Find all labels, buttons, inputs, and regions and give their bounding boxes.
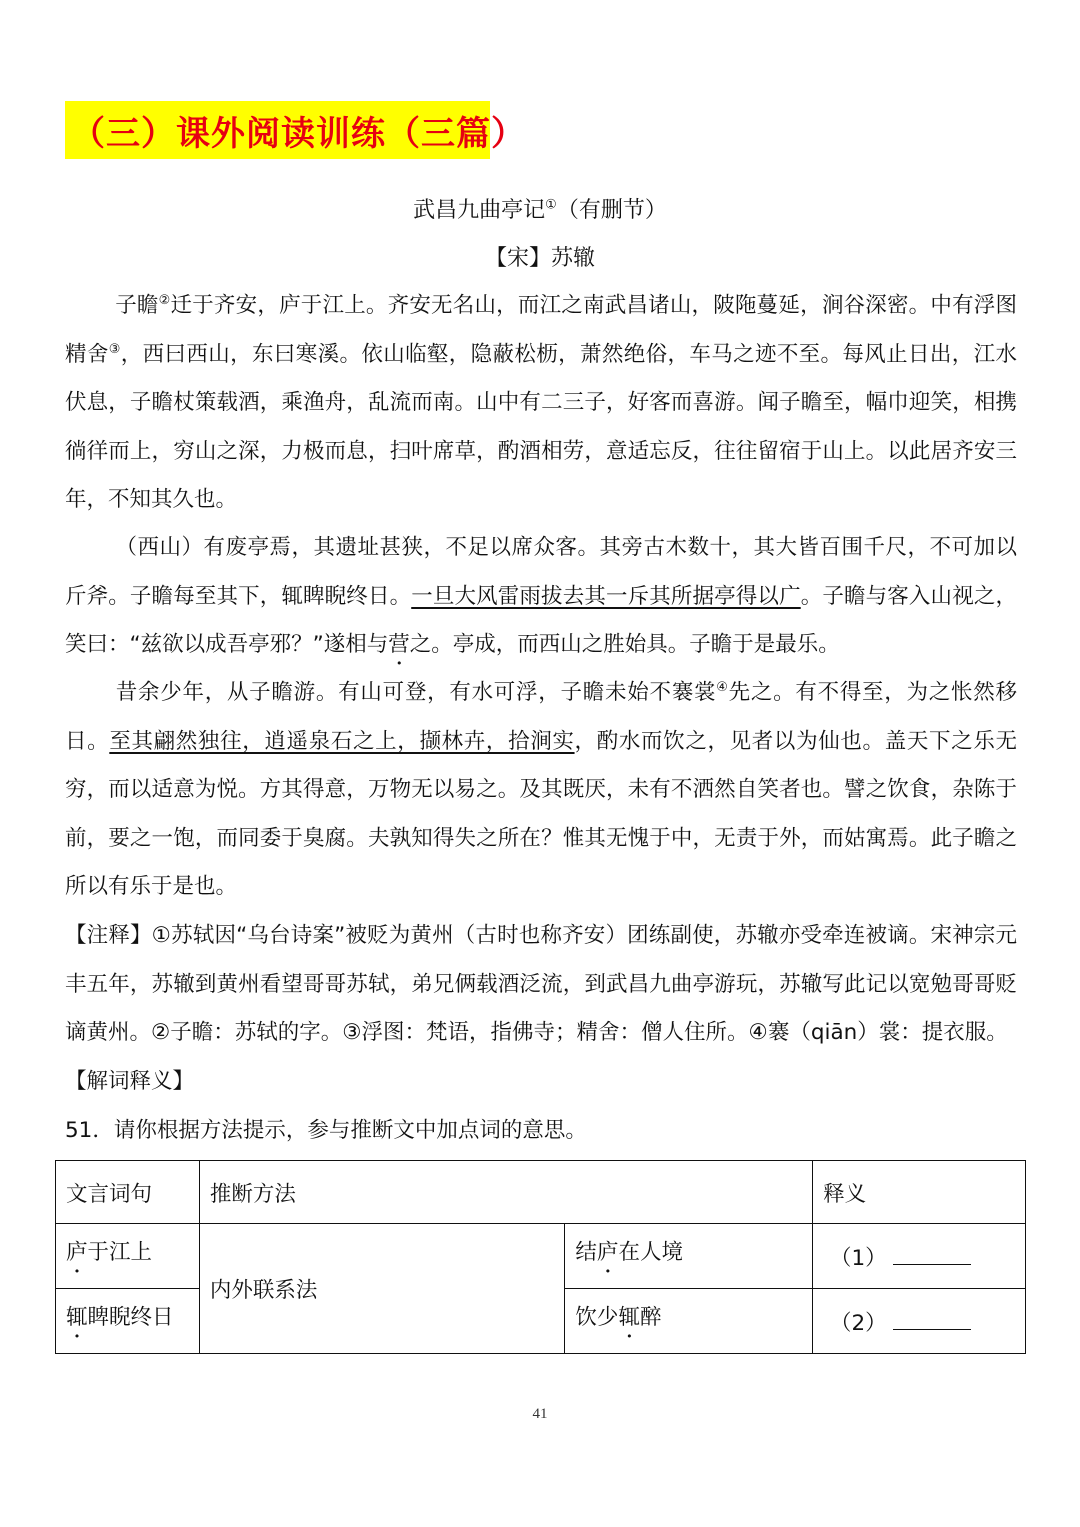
answer-label: （2）	[829, 1310, 887, 1336]
p2-text-a: （西山）有废亭焉，其遗址甚狭，不足以席众客。其旁古木数十，其大皆百围千尺，不可加以斤斧。子瞻每至其下，辄睥睨终日。	[65, 535, 1017, 609]
phrase-rest: 于江上	[87, 1239, 153, 1265]
p2-text-c: 之。亭成，而西山之胜始具。子瞻于是最乐。	[409, 632, 840, 657]
article-author: 【宋】苏辙	[484, 246, 595, 271]
header-method: 推断方法	[199, 1161, 812, 1224]
table-row	[56, 1224, 1026, 1289]
p1-text-c: ，西曰西山，东曰寒溪。依山临壑，隐蔽松枥，萧然绝俗，车马之迹不至。每风止日出，江水伏息，子瞻杖策载酒，乘渔舟，乱流而南。山中有二三子，好客而喜游。闻子瞻至，幅巾迎笑，相携徜徉而上，穷山之深，力极而息，扫叶席草，酌酒相劳，意适忘反，往往留宿于山上。以此居齐安三年，不知其久也。	[65, 341, 1017, 512]
example-pre: 结	[575, 1239, 597, 1265]
method-cell: 内外联系法	[199, 1224, 565, 1354]
example-post: 在人境	[618, 1239, 683, 1265]
answer-blank[interactable]	[893, 1246, 971, 1265]
p2-underlined-sentence: 一旦大风雷雨拔去其一斥其所据亭得以广	[411, 583, 801, 609]
footnotes: 【注释】①苏轼因“乌台诗案”被贬为黄州（古时也称齐安）团练副使，苏辙亦受牵连被谪。宋神宗元丰五年，苏辙到黄州看望哥哥苏轼，弟兄俩载酒泛流，到武昌九曲亭游玩，苏辙写此记以宽勉哥哥贬谪黄州。②子瞻：苏轼的字。③浮图：梵语，指佛寺；精舍：僧人住所。④褰（qiān）裳：提衣服。	[65, 923, 1017, 1045]
paragraph-2	[65, 524, 1017, 670]
header-meaning: 释义	[813, 1161, 1026, 1224]
page-number: 41	[532, 1406, 548, 1422]
example-dotted-word: 辄	[618, 1304, 640, 1330]
section-heading: （三）课外阅读训练（三篇）	[71, 113, 526, 154]
p2-dotted-word: 营	[388, 632, 410, 657]
p3-underlined-sentence: 至其翩然独往，逍遥泉石之上，撷林卉，拾涧实	[109, 728, 575, 754]
answer-cell	[813, 1289, 1026, 1354]
answer-blank[interactable]	[893, 1311, 971, 1330]
p1-text-a: 子瞻	[115, 293, 159, 318]
phrase-cell	[56, 1224, 200, 1289]
footnote-marker-4: ④	[716, 679, 729, 695]
question-51: 51．请你根据方法提示，参与推断文中加点词的意思。	[65, 1118, 587, 1143]
dotted-word: 辄	[66, 1304, 88, 1330]
article-title-suffix: （有删节）	[556, 198, 667, 223]
example-post: 醉	[639, 1304, 662, 1330]
paragraph-3	[65, 669, 1017, 912]
header-phrase: 文言词句	[56, 1161, 200, 1224]
table-header-row	[56, 1161, 1026, 1224]
paragraph-1	[65, 282, 1017, 525]
section-heading-banner	[65, 101, 526, 159]
example-cell	[565, 1289, 813, 1354]
example-dotted-word: 庐	[596, 1239, 619, 1265]
article-title	[0, 196, 1080, 226]
title-footnote-marker: ①	[545, 197, 557, 213]
p3-text-c: ，酌水而饮之，见者以为仙也。盖天下之乐无穷，而以适意为悦。方其得意，万物无以易之。及其既厌，未有不洒然自笑者也。譬之饮食，杂陈于前，要之一饱，而同委于臭腐。夫孰知得失之所在？惟其无愧于中，无责于外，而姑寓焉。此子瞻之所以有乐于是也。	[65, 728, 1017, 899]
p3-text-b: 先之。有不得至，为之怅然移日。	[65, 680, 1017, 754]
phrase-cell	[56, 1289, 200, 1354]
inference-table	[55, 1160, 1026, 1354]
section-label: 【解词释义】	[65, 1069, 195, 1094]
footnote-marker-2: ②	[158, 292, 171, 308]
p1-text-b: 迁于齐安，庐于江上。齐安无名山，而江之南武昌诸山，陂陁蔓延，涧谷深密。中有浮图精舍	[65, 293, 1017, 367]
article-title-text: 武昌九曲亭记	[413, 198, 546, 223]
p3-text-a: 昔余少年，从子瞻游。有山可登，有水可浮，子瞻未始不褰裳	[115, 680, 717, 705]
dotted-word: 庐	[66, 1239, 88, 1265]
example-cell	[565, 1224, 813, 1289]
phrase-rest: 睥睨终日	[87, 1304, 174, 1330]
answer-cell	[813, 1224, 1026, 1289]
example-pre: 饮少	[575, 1304, 619, 1330]
answer-label: （1）	[829, 1245, 887, 1271]
footnote-marker-3: ③	[108, 341, 121, 357]
p2-text-b: 。子瞻与客入山视之，笑曰：“兹欲以成吾亭邪？”遂相与	[65, 583, 1017, 657]
